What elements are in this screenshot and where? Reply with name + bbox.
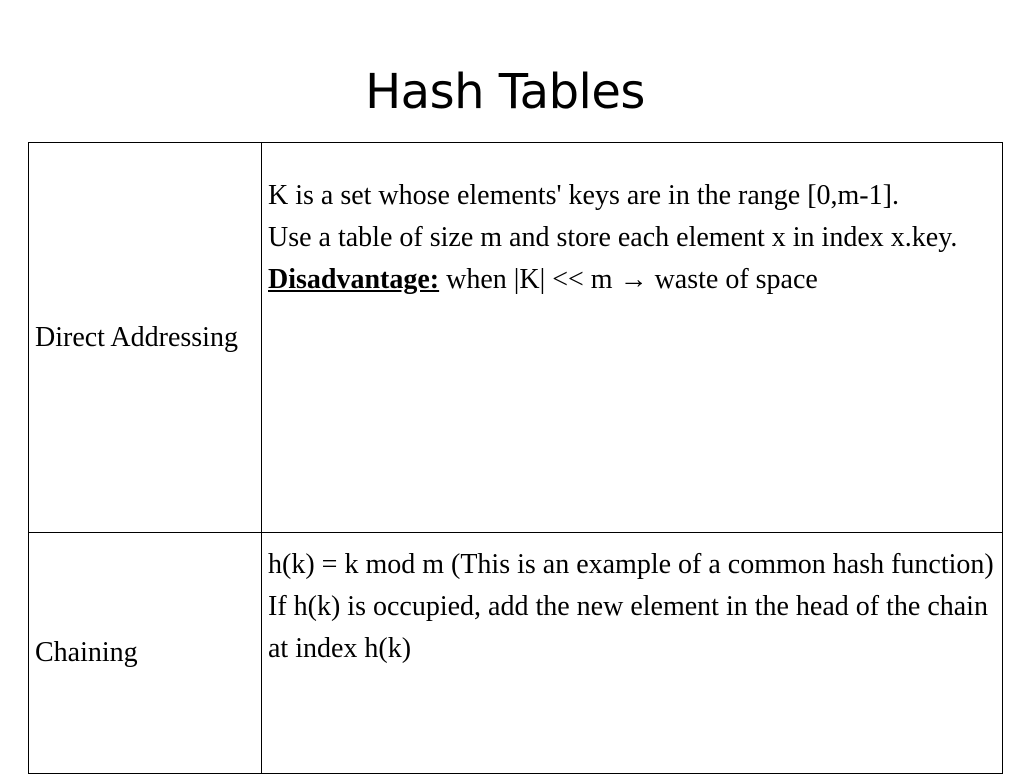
table-row-direct-addressing [29, 143, 1003, 533]
disadvantage-text: when |K| << m → waste of space [439, 264, 818, 295]
disadvantage-line [268, 259, 996, 301]
description-line: Use a table of size m and store each element x in index x.key. [268, 222, 958, 253]
method-label-cell: Direct Addressing [29, 143, 262, 533]
method-description-cell [262, 143, 1003, 533]
description-line: h(k) = k mod m (This is an example of a common hash function) [268, 549, 994, 580]
description-line: K is a set whose elements' keys are in the range [0,m-1]. [268, 180, 899, 211]
method-label-cell: Chaining [29, 533, 262, 774]
description-line: If h(k) is occupied, add the new element in the head of the chain at index h(k) [268, 591, 988, 664]
slide-title: Hash Tables [365, 64, 645, 120]
disadvantage-label: Disadvantage: [268, 264, 440, 295]
table-row-chaining [29, 533, 1003, 774]
method-description-cell [262, 533, 1003, 774]
hash-methods-table [28, 142, 1003, 774]
